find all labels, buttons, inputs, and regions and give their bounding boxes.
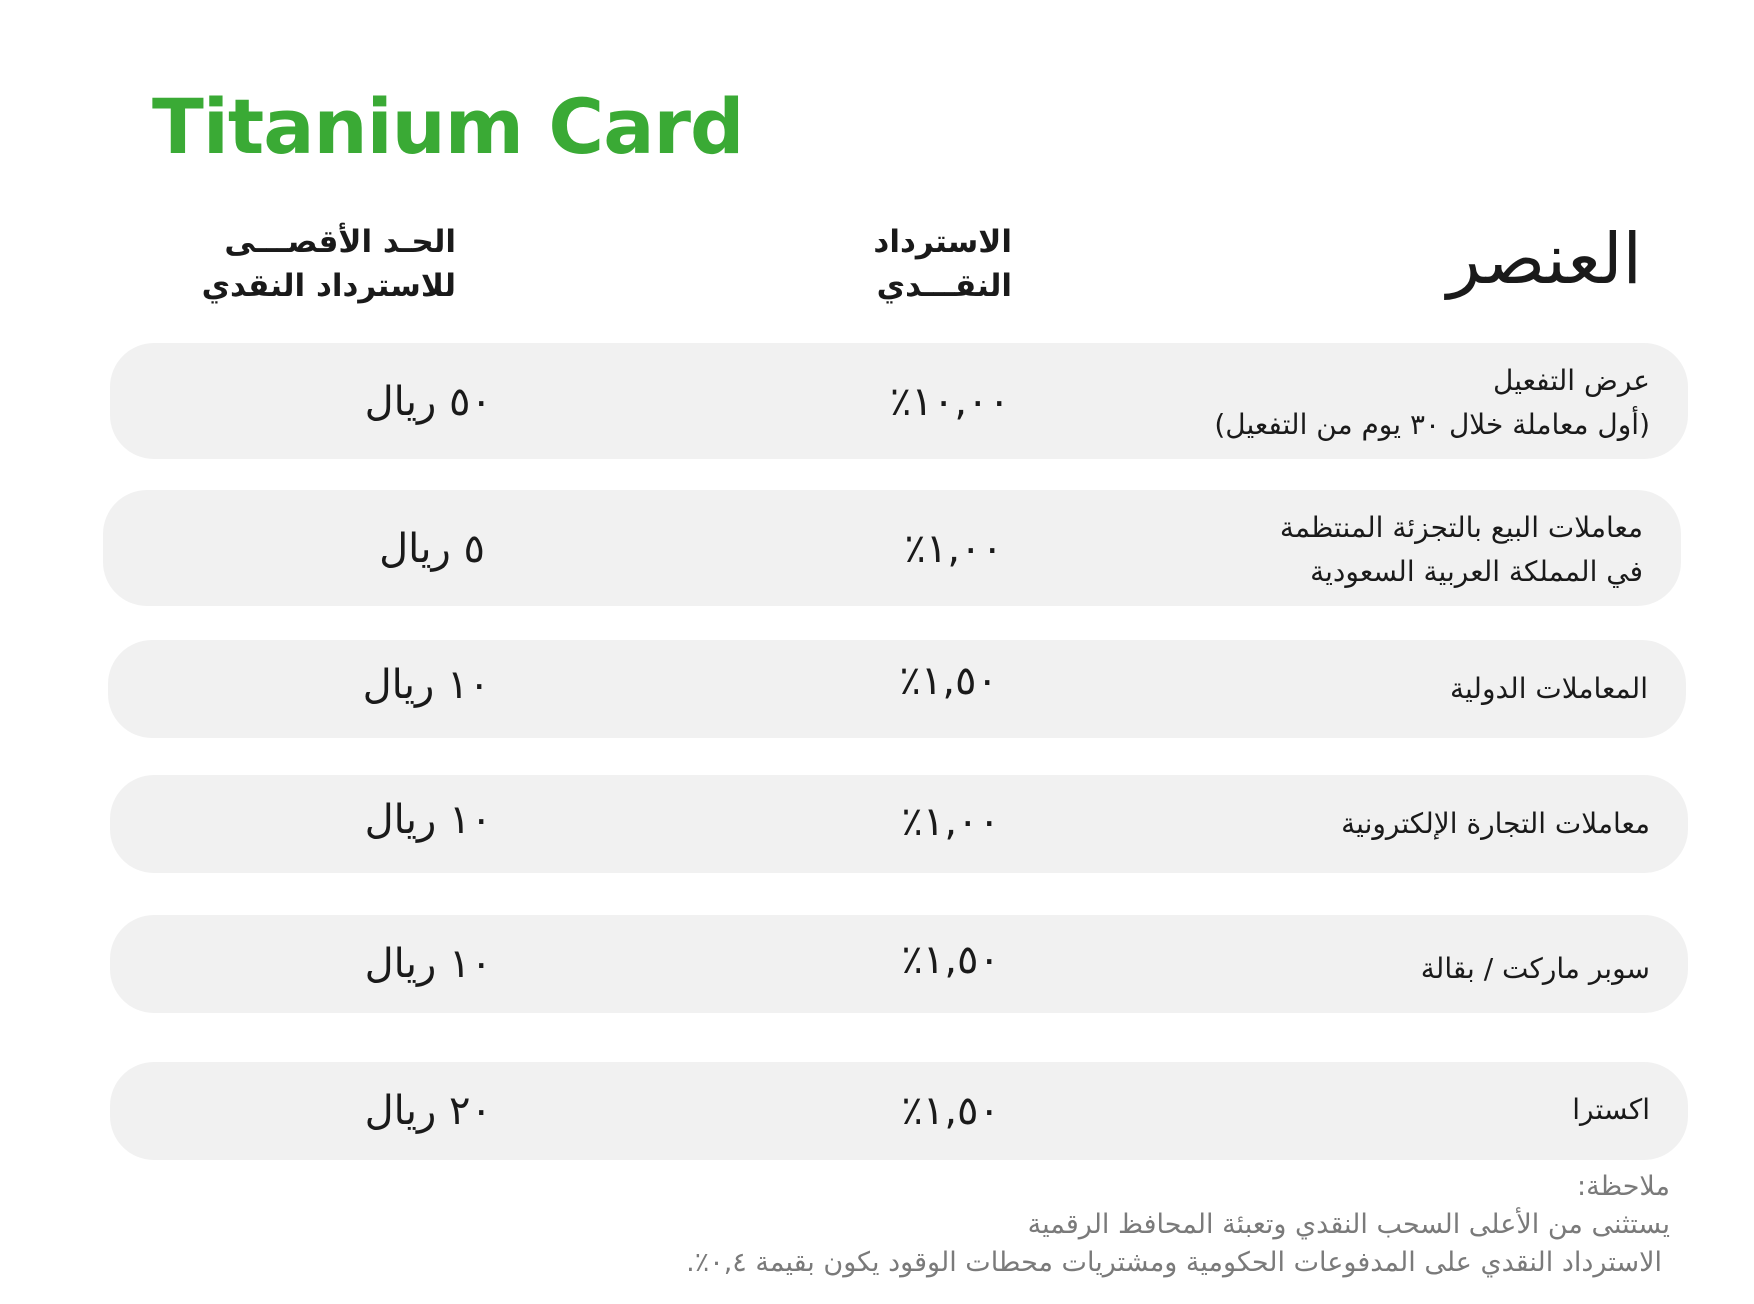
footnote-line1: يستثنى من الأعلى السحب النقدي وتعبئة المحافظ الرقمية [1027, 1209, 1670, 1240]
row-item-label [1450, 667, 1648, 711]
row-item-line1: عرض التفعيل [1493, 364, 1650, 397]
column-header-cashback [772, 220, 1012, 308]
row-item-label [1341, 802, 1650, 846]
row-cashback-value: ١,٠٠٪ [904, 526, 1003, 572]
row-max-value: ٥ ريال [379, 526, 485, 572]
row-item-line1: معاملات التجارة الإلكترونية [1341, 807, 1650, 840]
row-cashback-value: ١,٥٠٪ [901, 1088, 1000, 1134]
column-header-cashback-line2: النقـــدي [876, 268, 1012, 304]
column-header-max-line1: الحـد الأقصـــى [224, 224, 456, 260]
table-row [103, 490, 1681, 606]
row-item-label [1280, 506, 1643, 594]
table-row [110, 775, 1688, 873]
card-title: Titanium Card [152, 82, 744, 171]
row-max-value: ٢٠ ريال [364, 1088, 492, 1134]
row-max-value: ٥٠ ريال [364, 379, 492, 425]
column-header-cashback-line1: الاسترداد [873, 224, 1012, 260]
row-item-label [1214, 359, 1650, 447]
table-row [110, 1062, 1688, 1160]
table-row [108, 640, 1686, 738]
row-max-value: ١٠ ريال [364, 797, 492, 843]
row-cashback-value: ١,٥٠٪ [901, 937, 1000, 983]
row-item-line2: في المملكة العربية السعودية [1310, 555, 1643, 588]
table-row [110, 343, 1688, 459]
row-max-value: ١٠ ريال [362, 662, 490, 708]
footnote-label: ملاحظة: [1577, 1171, 1670, 1202]
column-header-max-line2: للاسترداد النقدي [201, 268, 456, 304]
row-max-value: ١٠ ريال [364, 941, 492, 987]
row-item-line1: المعاملات الدولية [1449, 672, 1648, 705]
column-header-item: العنصر [1447, 218, 1642, 300]
row-item-line1: معاملات البيع بالتجزئة المنتظمة [1279, 511, 1643, 544]
table-row [110, 915, 1688, 1013]
row-item-line2: (أول معاملة خلال ٣٠ يوم من التفعيل) [1214, 408, 1650, 441]
row-item-line1: اكسترا [1572, 1093, 1650, 1126]
row-cashback-value: ١,٥٠٪ [899, 658, 998, 704]
column-header-max-cashback [156, 220, 456, 308]
row-item-line1: سوبر ماركت / بقالة [1420, 952, 1650, 985]
footnote-line2: الاسترداد النقدي على المدفوعات الحكومية ومشتريات محطات الوقود يكون بقيمة ٠,٤٪. [686, 1247, 1662, 1278]
row-cashback-value: ١,٠٠٪ [901, 799, 1000, 845]
row-cashback-value: ١٠,٠٠٪ [889, 379, 1010, 425]
row-item-label [1572, 1088, 1650, 1132]
footnote [686, 1168, 1670, 1282]
row-item-label [1421, 947, 1650, 991]
